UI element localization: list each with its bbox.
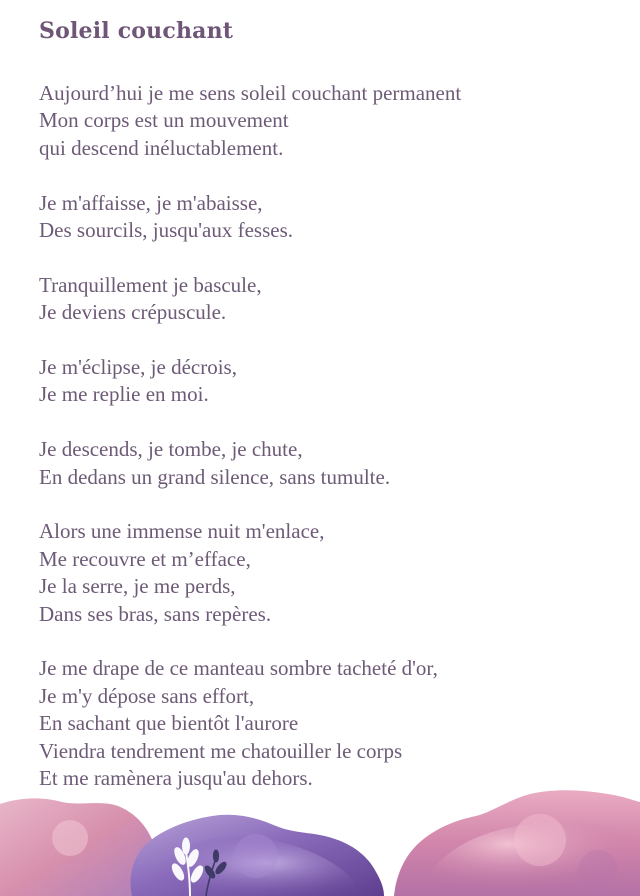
poem-line: Dans ses bras, sans repères. bbox=[39, 601, 272, 626]
poem-line: Aujourd’hui je me sens soleil couchant permanent bbox=[39, 81, 462, 105]
stanza bbox=[39, 80, 619, 162]
poem-title: Soleil couchant bbox=[39, 18, 234, 44]
poem-line: En dedans un grand silence, sans tumulte. bbox=[39, 464, 391, 489]
poem-line: qui descend inéluctablement. bbox=[39, 135, 284, 160]
stanza bbox=[39, 518, 619, 628]
stanza bbox=[39, 436, 619, 491]
poem-body bbox=[39, 80, 619, 820]
poem-line: Alors une immense nuit m'enlace, bbox=[39, 519, 325, 544]
poem-line: Et me ramènera jusqu'au dehors. bbox=[39, 766, 313, 791]
poem-line: Viendra tendrement me chatouiller le corps bbox=[39, 738, 403, 763]
poem-line: Je m'y dépose sans effort, bbox=[39, 683, 255, 708]
poem-line: Je m'éclipse, je décrois, bbox=[39, 355, 237, 380]
poem-line: Je me replie en moi. bbox=[39, 382, 209, 407]
watercolor-clouds-icon bbox=[0, 760, 640, 896]
poem-line: Je descends, je tombe, je chute, bbox=[39, 437, 303, 462]
poem-line: Tranquillement je bascule, bbox=[39, 272, 262, 297]
poem-line: Je m'affaisse, je m'abaisse, bbox=[39, 190, 263, 215]
poem-line: Des sourcils, jusqu'aux fesses. bbox=[39, 218, 293, 243]
poem-line: Je me drape de ce manteau sombre tacheté d'or, bbox=[39, 656, 438, 681]
stanza bbox=[39, 354, 619, 409]
stanza bbox=[39, 190, 619, 245]
poem-line: Me recouvre et m’efface, bbox=[39, 546, 251, 571]
stanza bbox=[39, 272, 619, 327]
poem-line: En sachant que bientôt l'aurore bbox=[39, 711, 299, 736]
poem-line: Je la serre, je me perds, bbox=[39, 574, 236, 599]
poem-line: Mon corps est un mouvement bbox=[39, 108, 289, 133]
poem-line: Je deviens crépuscule. bbox=[39, 300, 227, 325]
